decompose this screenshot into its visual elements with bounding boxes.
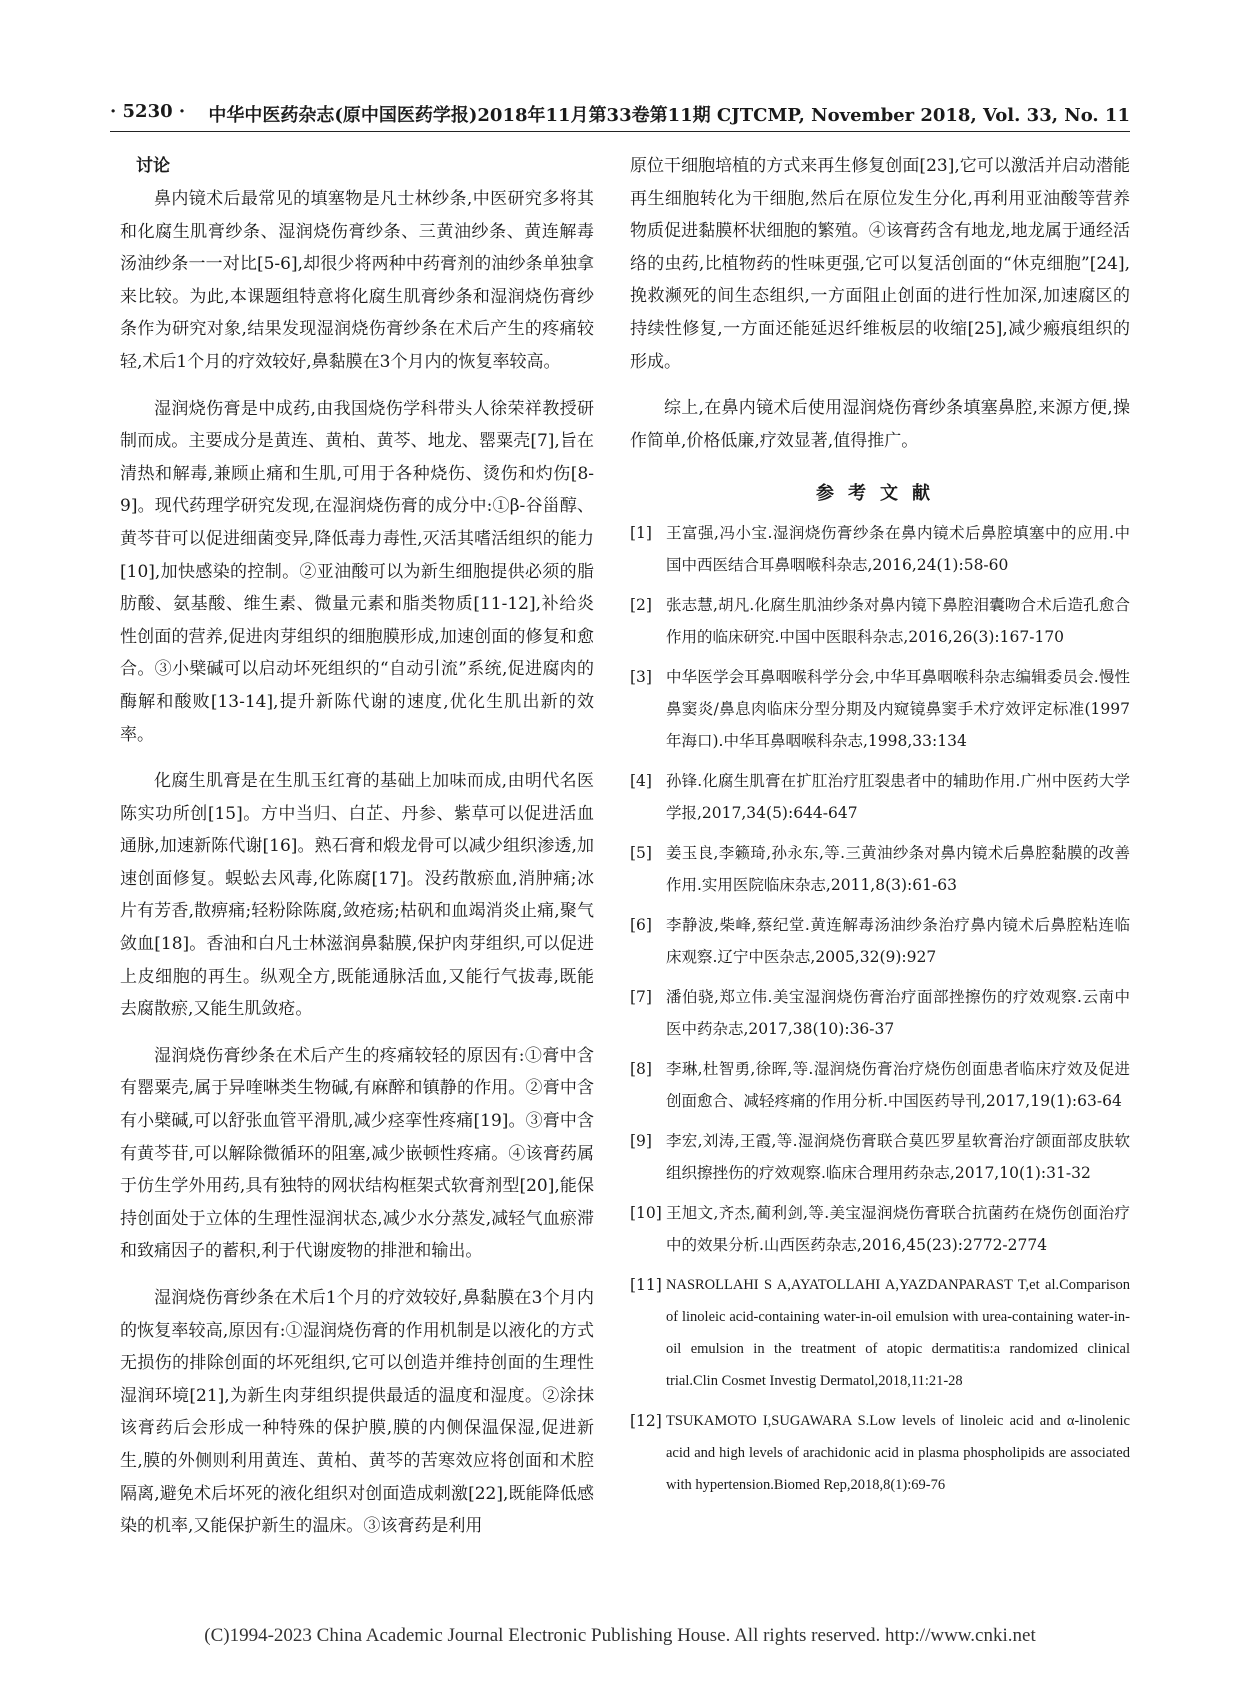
right-column — [630, 150, 1130, 1509]
reference-number: [5] — [630, 844, 652, 863]
left-column — [120, 150, 594, 1557]
reference-number: [4] — [630, 772, 652, 791]
reference-number: [7] — [630, 988, 652, 1007]
reference-item — [630, 1197, 1130, 1261]
reference-item — [630, 1269, 1130, 1397]
reference-text: 潘伯骁,郑立伟.美宝湿润烧伤膏治疗面部挫擦伤的疗效观察.云南中医中药杂志,2017,38(10):36-37 — [666, 988, 1130, 1039]
reference-number: [3] — [630, 668, 652, 687]
reference-text: 李宏,刘涛,王霞,等.湿润烧伤膏联合莫匹罗星软膏治疗颌面部皮肤软组织擦挫伤的疗效观察.临床合理用药杂志,2017,10(1):31-32 — [666, 1132, 1130, 1183]
reference-number: [9] — [630, 1132, 652, 1151]
paragraph: 综上,在鼻内镜术后使用湿润烧伤膏纱条填塞鼻腔,来源方便,操作简单,价格低廉,疗效显著,值得推广。 — [630, 398, 1130, 451]
reference-text: 王旭文,齐杰,蔺利剑,等.美宝湿润烧伤膏联合抗菌药在烧伤创面治疗中的效果分析.山西医药杂志,2016,45(23):2772-2774 — [666, 1204, 1130, 1255]
reference-number: [2] — [630, 596, 652, 615]
paragraph: 鼻内镜术后最常见的填塞物是凡士林纱条,中医研究多将其和化腐生肌膏纱条、湿润烧伤膏纱条、三黄油纱条、黄连解毒汤油纱条一一对比[5-6],却很少将两种中药膏剂的油纱条单独拿来比较。为此,本课题组特意将化腐生肌膏纱条和湿润烧伤膏纱条作为研究对象,结果发现湿润烧伤膏纱条在术后产生的疼痛较轻,术后1个月的疗效较好,鼻黏膜在3个月内的恢复率较高。 — [120, 189, 594, 372]
reference-text: 孙锋.化腐生肌膏在扩肛治疗肛裂患者中的辅助作用.广州中医药大学学报,2017,34(5):644-647 — [666, 772, 1130, 823]
page-number: · 5230 · — [110, 101, 186, 122]
reference-text: 姜玉良,李籁琦,孙永东,等.三黄油纱条对鼻内镜术后鼻腔黏膜的改善作用.实用医院临床杂志,2011,8(3):61-63 — [666, 844, 1130, 895]
reference-number: [8] — [630, 1060, 652, 1079]
copyright-footer: (C)1994-2023 China Academic Journal Electronic Publishing House. All rights reserved. http://www.cnki.net — [204, 1625, 1036, 1646]
references-heading: 参考文献 — [816, 483, 944, 505]
paragraph: 化腐生肌膏是在生肌玉红膏的基础上加味而成,由明代名医陈实功所创[15]。方中当归、白芷、丹参、紫草可以促进活血通脉,加速新陈代谢[16]。熟石膏和煅龙骨可以减少组织渗透,加速创面修复。蜈蚣去风毒,化陈腐[17]。没药散瘀血,消肿痛;冰片有芳香,散痹痛;轻粉除陈腐,敛疮疡;枯矾和血竭消炎止痛,聚气敛血[18]。香油和白凡士林滋润鼻黏膜,保护肉芽组织,可以促进上皮细胞的再生。纵观全方,既能通脉活血,又能行气拔毒,既能去腐散瘀,又能生肌敛疮。 — [120, 771, 594, 1020]
reference-item — [630, 765, 1130, 829]
running-header — [110, 101, 1130, 132]
journal-citation: 中华中医药杂志(原中国医药学报)2018年11月第33卷第11期 CJTCMP, November 2018, Vol. 33, No. 11 — [208, 105, 1130, 126]
reference-number: [1] — [630, 524, 652, 543]
reference-item — [630, 589, 1130, 653]
reference-item — [630, 1125, 1130, 1189]
reference-number: [11] — [630, 1276, 662, 1295]
reference-item — [630, 981, 1130, 1045]
reference-number: [6] — [630, 916, 652, 935]
paragraph: 湿润烧伤膏是中成药,由我国烧伤学科带头人徐荣祥教授研制而成。主要成分是黄连、黄柏、黄芩、地龙、罂粟壳[7],旨在清热和解毒,兼顾止痛和生肌,可用于各种烧伤、烫伤和灼伤[8-9]。现代药理学研究发现,在湿润烧伤膏的成分中:①β-谷甾醇、黄芩苷可以促进细菌变异,降低毒力毒性,灭活其嗜活组织的能力[10],加快感染的控制。②亚油酸可以为新生细胞提供必须的脂肪酸、氨基酸、维生素、微量元素和脂类物质[11-12],补给炎性创面的营养,促进肉芽组织的细胞膜形成,加速创面的修复和愈合。③小檗碱可以启动坏死组织的“自动引流”系统,促进腐肉的酶解和酸败[13-14],提升新陈代谢的速度,优化生肌出新的效率。 — [120, 398, 594, 745]
reference-item — [630, 909, 1130, 973]
section-heading: 讨论 — [136, 156, 170, 176]
reference-number: [10] — [630, 1204, 662, 1223]
reference-text: 李静波,柴峰,蔡纪堂.黄连解毒汤油纱条治疗鼻内镜术后鼻腔粘连临床观察.辽宁中医杂志,2005,32(9):927 — [666, 916, 1130, 967]
reference-item — [630, 837, 1130, 901]
reference-text: 李琳,杜智勇,徐晖,等.湿润烧伤膏治疗烧伤创面患者临床疗效及促进创面愈合、减轻疼痛的作用分析.中国医药导刊,2017,19(1):63-64 — [666, 1060, 1130, 1111]
reference-text: 张志慧,胡凡.化腐生肌油纱条对鼻内镜下鼻腔泪囊吻合术后造孔愈合作用的临床研究.中国中医眼科杂志,2016,26(3):167-170 — [666, 596, 1130, 647]
reference-text: 王富强,冯小宝.湿润烧伤膏纱条在鼻内镜术后鼻腔填塞中的应用.中国中西医结合耳鼻咽喉科杂志,2016,24(1):58-60 — [666, 524, 1130, 575]
reference-list — [630, 517, 1130, 1501]
paragraph: 原位干细胞培植的方式来再生修复创面[23],它可以激活并启动潜能再生细胞转化为干细胞,然后在原位发生分化,再利用亚油酸等营养物质促进黏膜杯状细胞的繁殖。④该膏药含有地龙,地龙属于通经活络的虫药,比植物药的性味更强,它可以复活创面的“休克细胞”[24],挽救濒死的间生态组织,一方面阻止创面的进行性加深,加速腐区的持续性修复,一方面还能延迟纤维板层的收缩[25],减少瘢痕组织的形成。 — [630, 156, 1130, 372]
reference-text: TSUKAMOTO I,SUGAWARA S.Low levels of linoleic acid and α-linolenic acid and high levels of arachidonic acid in plasma phospholipids are associated with hypertension.Biomed Rep,2018,8(1):69-76 — [666, 1413, 1130, 1494]
reference-item — [630, 661, 1130, 757]
reference-text: 中华医学会耳鼻咽喉科学分会,中华耳鼻咽喉科杂志编辑委员会.慢性鼻窦炎/鼻息肉临床分型分期及内窥镜鼻窦手术疗效评定标准(1997年海口).中华耳鼻咽喉科杂志,1998,33:134 — [666, 668, 1130, 751]
reference-item — [630, 1053, 1130, 1117]
reference-text: NASROLLAHI S A,AYATOLLAHI A,YAZDANPARAST T,et al.Comparison of linoleic acid-containing water-in-oil emulsion with urea-containing water-in-oil emulsion in the treatment of atopic dermatitis:a randomized clinical trial.Clin Cosmet Investig Dermatol,2018,11:21-28 — [666, 1277, 1130, 1390]
reference-item — [630, 1405, 1130, 1501]
reference-number: [12] — [630, 1412, 662, 1431]
paragraph: 湿润烧伤膏纱条在术后产生的疼痛较轻的原因有:①膏中含有罂粟壳,属于异喹啉类生物碱,有麻醉和镇静的作用。②膏中含有小檗碱,可以舒张血管平滑肌,减少痉挛性疼痛[19]。③膏中含有黄芩苷,可以解除微循环的阻塞,减少嵌顿性疼痛。④该膏药属于仿生学外用药,具有独特的网状结构框架式软膏剂型[20],能保持创面处于立体的生理性湿润状态,减少水分蒸发,减轻气血瘀滞和致痛因子的蓄积,利于代谢废物的排泄和输出。 — [120, 1045, 594, 1262]
paragraph: 湿润烧伤膏纱条在术后1个月的疗效较好,鼻黏膜在3个月内的恢复率较高,原因有:①湿润烧伤膏的作用机制是以液化的方式无损伤的排除创面的坏死组织,它可以创造并维持创面的生理性湿润环境[21],为新生肉芽组织提供最适的温度和湿度。②涂抹该膏药后会形成一种特殊的保护膜,膜的内侧保温保湿,促进新生,膜的外侧则利用黄连、黄柏、黄芩的苦寒效应将创面和术腔隔离,避免术后坏死的液化组织对创面造成刺激[22],既能降低感染的机率,又能保护新生的温床。③该膏药是利用 — [120, 1288, 594, 1537]
reference-item — [630, 517, 1130, 581]
